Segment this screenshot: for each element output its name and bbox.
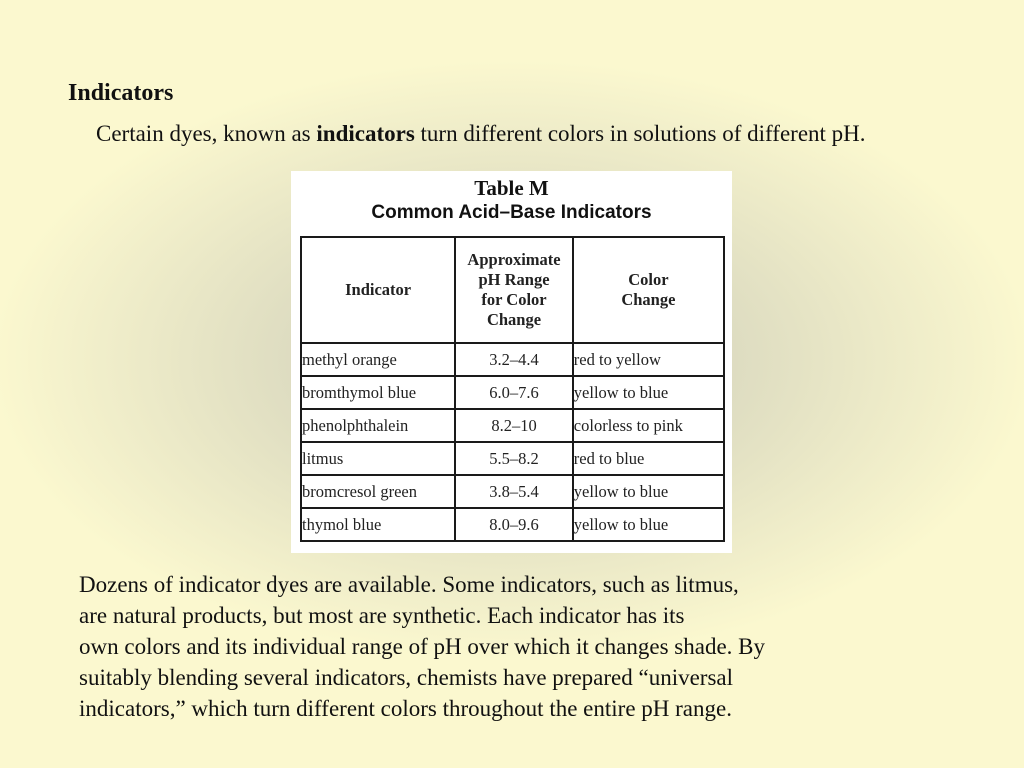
cell-color-change: red to blue: [573, 442, 724, 475]
header-color-change: [573, 237, 724, 343]
body-line: Dozens of indicator dyes are available. Some indicators, such as litmus,: [79, 572, 739, 597]
intro-text-after: turn different colors in solutions of different pH.: [414, 121, 866, 146]
header-color-change-line: Change: [621, 290, 676, 309]
table-subtitle: Common Acid–Base Indicators: [371, 202, 652, 223]
section-heading: Indicators: [68, 80, 174, 106]
header-color-change-line: Color: [628, 270, 669, 289]
indicator-table-figure: [291, 171, 732, 553]
intro-term: indicators: [316, 121, 415, 146]
cell-ph-range: 5.5–8.2: [455, 442, 573, 475]
cell-ph-range: 3.2–4.4: [455, 343, 573, 376]
cell-color-change: yellow to blue: [573, 376, 724, 409]
cell-indicator: bromthymol blue: [301, 376, 455, 409]
cell-ph-range: 6.0–7.6: [455, 376, 573, 409]
indicator-table: [300, 236, 725, 542]
cell-color-change: yellow to blue: [573, 475, 724, 508]
intro-text-before: Certain dyes, known as: [96, 121, 317, 146]
body-line: are natural products, but most are synthetic. Each indicator has its: [79, 603, 685, 628]
cell-indicator: litmus: [301, 442, 455, 475]
table-row: [301, 409, 724, 442]
cell-ph-range: 3.8–5.4: [455, 475, 573, 508]
table-row: [301, 508, 724, 541]
cell-indicator: methyl orange: [301, 343, 455, 376]
cell-color-change: colorless to pink: [573, 409, 724, 442]
table-header-row: [301, 237, 724, 343]
table-row: [301, 475, 724, 508]
header-ph-range-line: for Color: [481, 290, 547, 309]
cell-color-change: yellow to blue: [573, 508, 724, 541]
header-ph-range-line: Approximate: [467, 250, 561, 269]
body-paragraph: [79, 569, 979, 724]
cell-ph-range: 8.2–10: [455, 409, 573, 442]
cell-indicator: bromcresol green: [301, 475, 455, 508]
table-row: [301, 376, 724, 409]
body-line: suitably blending several indicators, chemists have prepared “universal: [79, 665, 734, 690]
header-indicator: Indicator: [301, 237, 455, 343]
cell-indicator: phenolphthalein: [301, 409, 455, 442]
table-row: [301, 343, 724, 376]
body-line: indicators,” which turn different colors throughout the entire pH range.: [79, 696, 732, 721]
header-ph-range-line: pH Range: [478, 270, 550, 289]
intro-paragraph: [96, 118, 956, 149]
cell-color-change: red to yellow: [573, 343, 724, 376]
header-ph-range: [455, 237, 573, 343]
body-line: own colors and its individual range of pH over which it changes shade. By: [79, 634, 766, 659]
table-row: [301, 442, 724, 475]
cell-indicator: thymol blue: [301, 508, 455, 541]
header-ph-range-line: Change: [486, 310, 542, 329]
cell-ph-range: 8.0–9.6: [455, 508, 573, 541]
table-title: Table M: [474, 176, 549, 200]
